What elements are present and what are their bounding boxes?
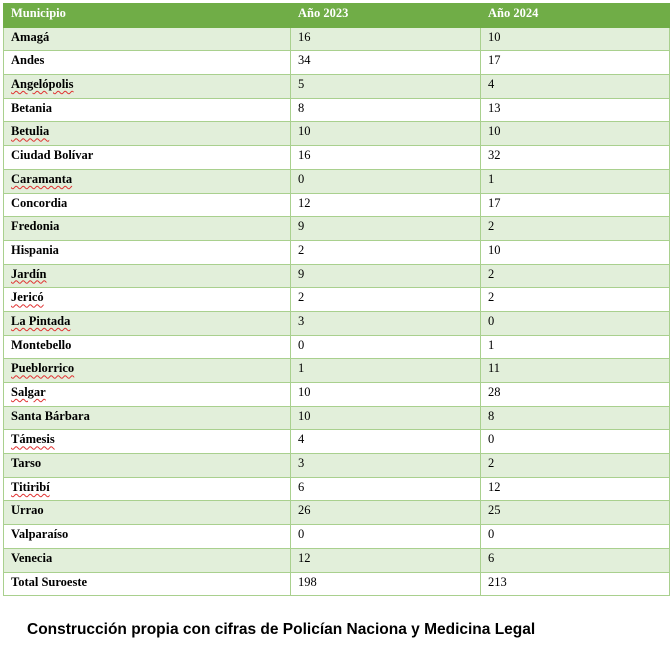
cell-municipio bbox=[4, 359, 291, 383]
cell-year-2024: 2 bbox=[481, 217, 670, 241]
table-row bbox=[4, 169, 670, 193]
table-row bbox=[4, 193, 670, 217]
cell-municipio: Hispania bbox=[4, 240, 291, 264]
table-row bbox=[4, 217, 670, 241]
cell-municipio bbox=[4, 477, 291, 501]
cell-year-2023: 198 bbox=[291, 572, 481, 596]
cell-municipio: Tarso bbox=[4, 454, 291, 478]
cell-year-2023: 4 bbox=[291, 430, 481, 454]
table-row bbox=[4, 383, 670, 407]
municipio-label: Jardín bbox=[11, 266, 47, 281]
cell-municipio: Montebello bbox=[4, 335, 291, 359]
cell-year-2024: 25 bbox=[481, 501, 670, 525]
municipio-label: Támesis bbox=[11, 432, 55, 447]
table-row bbox=[4, 27, 670, 51]
cell-year-2024: 0 bbox=[481, 430, 670, 454]
cell-municipio: Venecia bbox=[4, 548, 291, 572]
cell-year-2024: 17 bbox=[481, 193, 670, 217]
table-row bbox=[4, 51, 670, 75]
cell-year-2024: 10 bbox=[481, 122, 670, 146]
table-row bbox=[4, 406, 670, 430]
cell-year-2024: 17 bbox=[481, 51, 670, 75]
cell-year-2023: 34 bbox=[291, 51, 481, 75]
cell-year-2023: 0 bbox=[291, 169, 481, 193]
municipio-label: Titiribí bbox=[11, 479, 50, 494]
cell-municipio: Total Suroeste bbox=[4, 572, 291, 596]
municipio-label: Jericó bbox=[11, 290, 44, 305]
cell-year-2024: 28 bbox=[481, 383, 670, 407]
municipio-label: Caramanta bbox=[11, 171, 73, 186]
table-row bbox=[4, 477, 670, 501]
cell-year-2023: 1 bbox=[291, 359, 481, 383]
cell-municipio bbox=[4, 122, 291, 146]
cell-year-2024: 2 bbox=[481, 288, 670, 312]
cell-municipio: Santa Bárbara bbox=[4, 406, 291, 430]
cell-year-2024: 12 bbox=[481, 477, 670, 501]
header-municipio: Municipio bbox=[4, 4, 291, 28]
cell-year-2023: 9 bbox=[291, 264, 481, 288]
table-body bbox=[4, 27, 670, 596]
cell-year-2024: 1 bbox=[481, 169, 670, 193]
municipio-label: Pueblorrico bbox=[11, 361, 75, 376]
cell-municipio: Ciudad Bolívar bbox=[4, 146, 291, 170]
cell-year-2024: 10 bbox=[481, 240, 670, 264]
cell-municipio bbox=[4, 383, 291, 407]
cell-year-2023: 8 bbox=[291, 98, 481, 122]
municipio-label: Angelópolis bbox=[11, 77, 74, 92]
table-row bbox=[4, 501, 670, 525]
data-table-container bbox=[3, 3, 669, 596]
table-row bbox=[4, 335, 670, 359]
cell-year-2024: 2 bbox=[481, 454, 670, 478]
table-row bbox=[4, 359, 670, 383]
header-year-2023: Año 2023 bbox=[291, 4, 481, 28]
cell-year-2023: 6 bbox=[291, 477, 481, 501]
cell-municipio: Andes bbox=[4, 51, 291, 75]
cell-year-2023: 0 bbox=[291, 335, 481, 359]
cell-year-2024: 0 bbox=[481, 525, 670, 549]
header-year-2024: Año 2024 bbox=[481, 4, 670, 28]
cell-year-2023: 2 bbox=[291, 288, 481, 312]
table-row bbox=[4, 548, 670, 572]
cell-year-2024: 11 bbox=[481, 359, 670, 383]
cell-municipio: Betania bbox=[4, 98, 291, 122]
cell-municipio: Valparaíso bbox=[4, 525, 291, 549]
cell-year-2023: 26 bbox=[291, 501, 481, 525]
cell-year-2024: 32 bbox=[481, 146, 670, 170]
cell-municipio bbox=[4, 264, 291, 288]
table-caption: Construcción propia con cifras de Policían Naciona y Medicina Legal bbox=[27, 621, 536, 638]
cell-year-2023: 0 bbox=[291, 525, 481, 549]
table-row bbox=[4, 264, 670, 288]
municipality-table bbox=[3, 3, 670, 596]
cell-year-2023: 16 bbox=[291, 27, 481, 51]
cell-year-2024: 6 bbox=[481, 548, 670, 572]
cell-year-2023: 3 bbox=[291, 311, 481, 335]
municipio-label: Salgar bbox=[11, 385, 46, 399]
cell-year-2024: 1 bbox=[481, 335, 670, 359]
cell-year-2023: 3 bbox=[291, 454, 481, 478]
table-row bbox=[4, 311, 670, 335]
cell-municipio bbox=[4, 288, 291, 312]
cell-year-2024: 13 bbox=[481, 98, 670, 122]
cell-year-2024: 4 bbox=[481, 75, 670, 99]
cell-year-2023: 10 bbox=[291, 406, 481, 430]
table-row bbox=[4, 146, 670, 170]
cell-year-2023: 2 bbox=[291, 240, 481, 264]
cell-year-2023: 10 bbox=[291, 122, 481, 146]
table-row bbox=[4, 525, 670, 549]
cell-year-2024: 0 bbox=[481, 311, 670, 335]
cell-year-2023: 12 bbox=[291, 193, 481, 217]
cell-year-2023: 9 bbox=[291, 217, 481, 241]
cell-municipio: Concordia bbox=[4, 193, 291, 217]
cell-municipio: Fredonia bbox=[4, 217, 291, 241]
cell-year-2023: 16 bbox=[291, 146, 481, 170]
cell-year-2024: 2 bbox=[481, 264, 670, 288]
table-row bbox=[4, 572, 670, 596]
cell-municipio bbox=[4, 75, 291, 99]
table-header-row bbox=[4, 4, 670, 28]
table-row bbox=[4, 122, 670, 146]
cell-year-2023: 10 bbox=[291, 383, 481, 407]
cell-year-2023: 12 bbox=[291, 548, 481, 572]
cell-municipio bbox=[4, 311, 291, 335]
table-row bbox=[4, 75, 670, 99]
cell-municipio: Amagá bbox=[4, 27, 291, 51]
table-row bbox=[4, 454, 670, 478]
cell-municipio: Urrao bbox=[4, 501, 291, 525]
cell-year-2024: 10 bbox=[481, 27, 670, 51]
cell-year-2023: 5 bbox=[291, 75, 481, 99]
municipio-label: La Pintada bbox=[11, 313, 71, 328]
municipio-label: Betulia bbox=[11, 124, 50, 139]
cell-municipio bbox=[4, 430, 291, 454]
table-row bbox=[4, 240, 670, 264]
cell-municipio bbox=[4, 169, 291, 193]
table-row bbox=[4, 288, 670, 312]
cell-year-2024: 8 bbox=[481, 406, 670, 430]
table-row bbox=[4, 98, 670, 122]
cell-year-2024: 213 bbox=[481, 572, 670, 596]
table-row bbox=[4, 430, 670, 454]
